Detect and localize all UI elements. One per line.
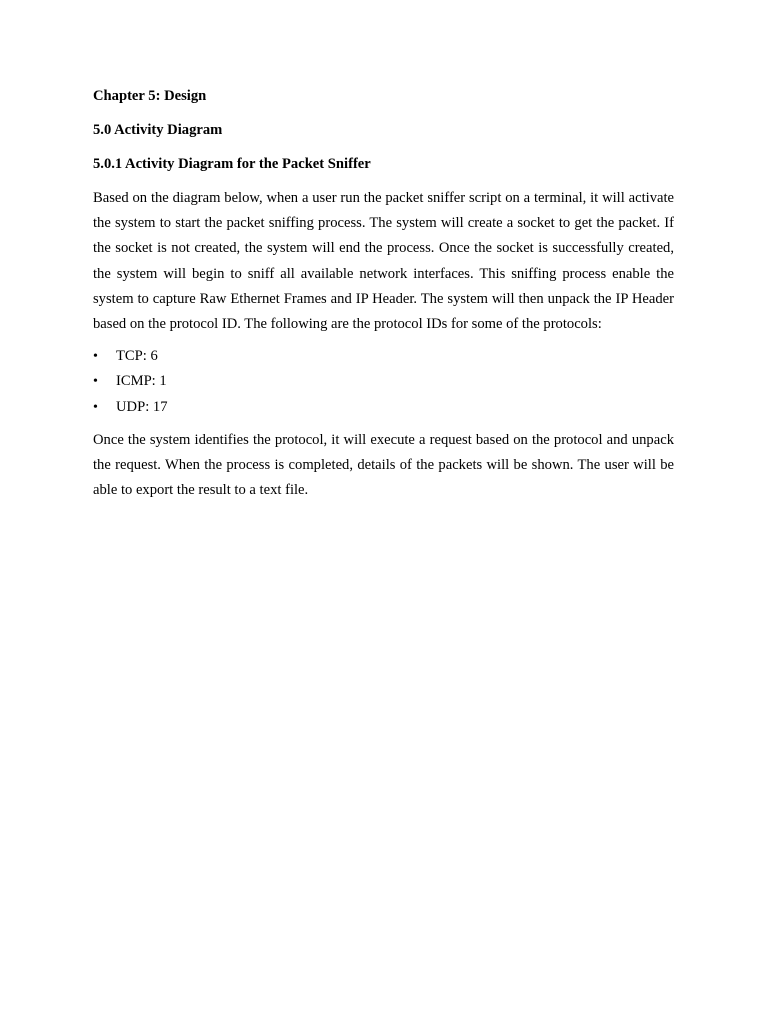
list-item-text: TCP: 6: [116, 348, 158, 365]
bullet-icon: •: [93, 399, 98, 415]
list-item: [93, 344, 674, 369]
protocol-list: [93, 344, 674, 420]
chapter-heading: Chapter 5: Design: [93, 88, 207, 104]
list-item: [93, 369, 674, 394]
list-item-text: UDP: 17: [116, 398, 168, 415]
bullet-icon: •: [93, 349, 98, 365]
bullet-icon: •: [93, 374, 98, 390]
list-item: [93, 395, 674, 420]
body-paragraph: Once the system identifies the protocol, it will execute a request based on the protocol and unpack the request. When the process is completed, details of the packets will be shown. The user will be able to export the result to a text file.: [93, 431, 674, 499]
list-item-text: ICMP: 1: [116, 373, 167, 390]
body-paragraph: Based on the diagram below, when a user run the packet sniffer script on a terminal, it will activate the system to start the packet sniffing process. The system will create a socket to get the packet. If the socket is not created, the system will end the process. Once the socket is successfully created, the system will begin to sniff all available network interfaces. This sniffing process enable the system to capture Raw Ethernet Frames and IP Header. The system will then unpack the IP Header based on the protocol ID. The following are the protocol IDs for some of the protocols:: [93, 190, 674, 333]
subsection-heading: 5.0.1 Activity Diagram for the Packet Sniffer: [93, 156, 371, 172]
section-heading: 5.0 Activity Diagram: [93, 122, 223, 138]
document-page: [93, 86, 674, 503]
